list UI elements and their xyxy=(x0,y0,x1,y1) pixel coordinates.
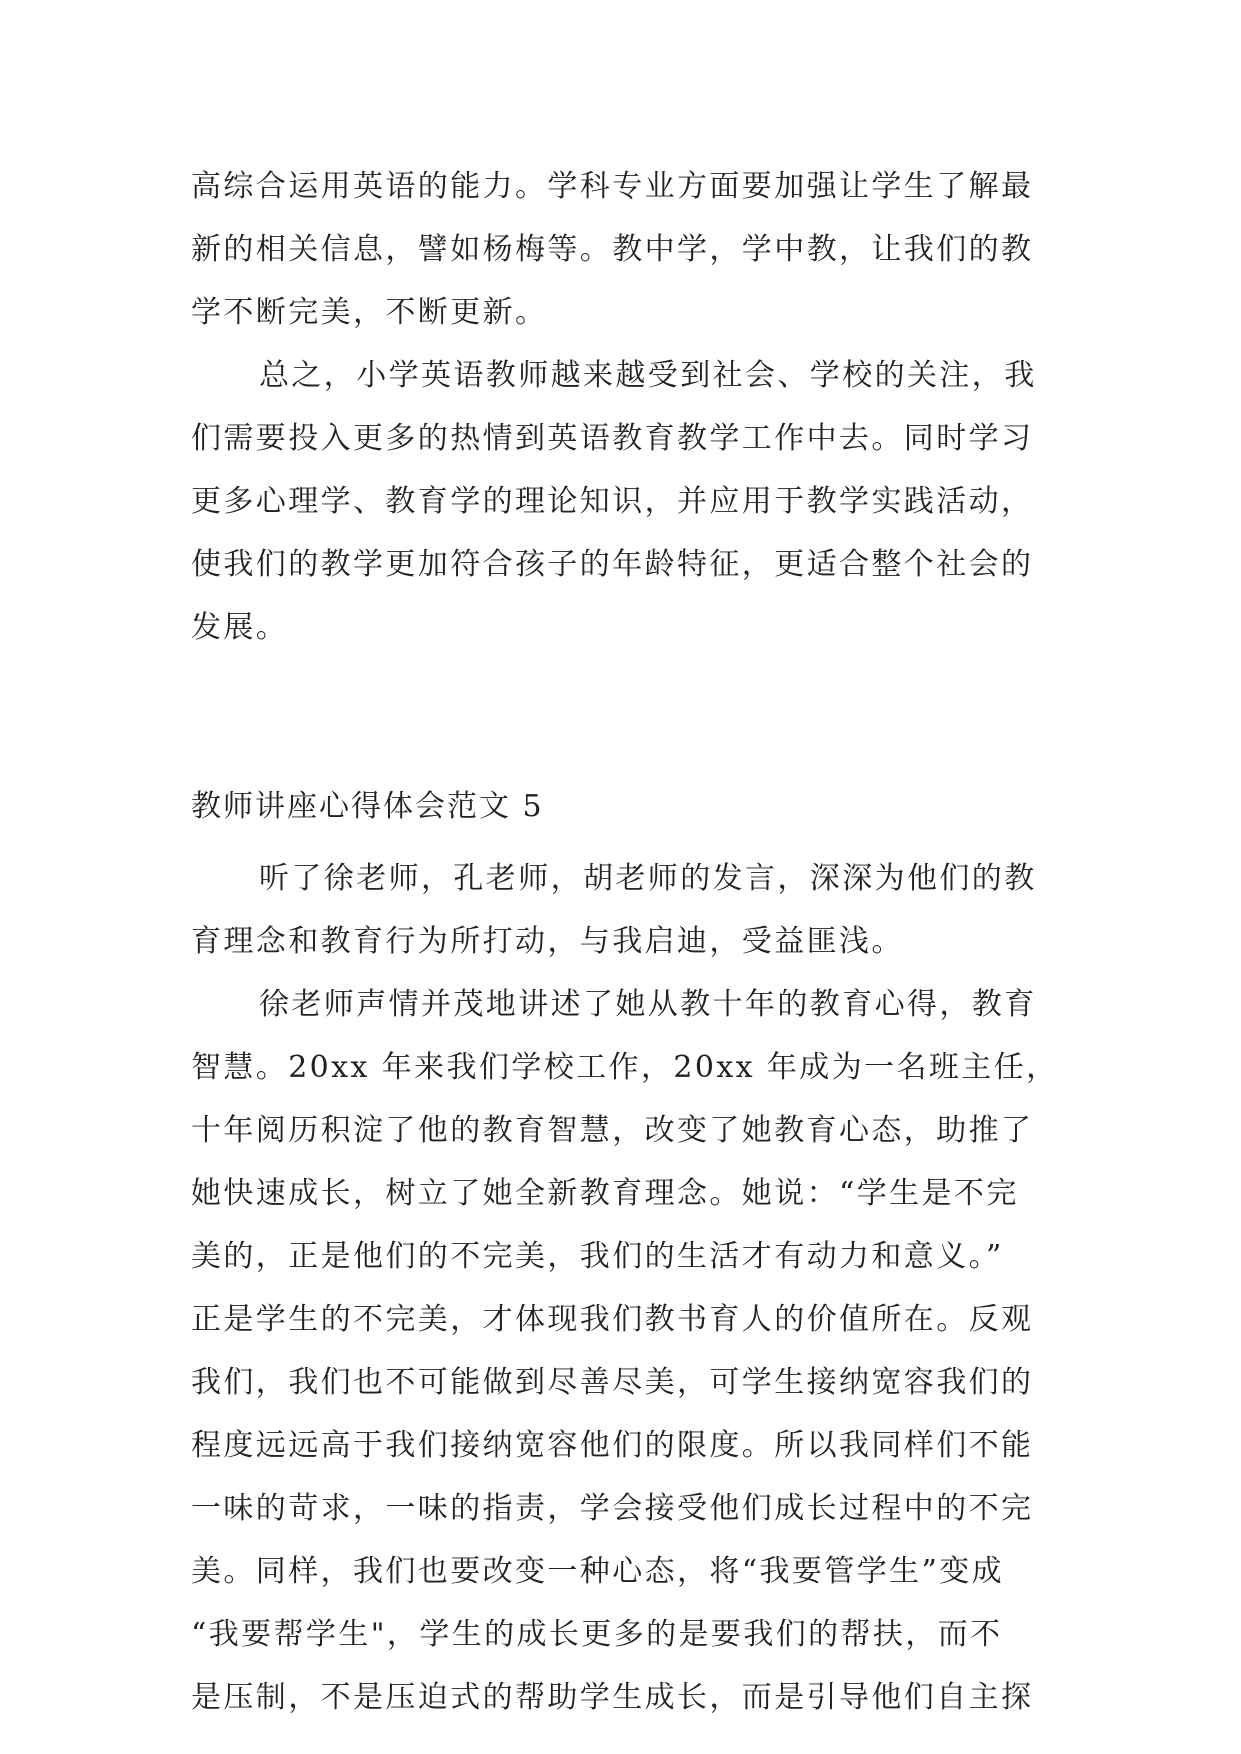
paragraph-line: 使我们的教学更加符合孩子的年龄特征，更适合整个社会的 xyxy=(191,547,1034,582)
paragraph-line: 是压制，不是压迫式的帮助学生成长，而是引导他们自主探 xyxy=(191,1680,1034,1715)
paragraph-conclusion xyxy=(191,344,1051,659)
paragraph-line: 高综合运用英语的能力。学科专业方面要加强让学生了解最 xyxy=(191,169,1034,204)
paragraph-english-ability xyxy=(191,155,1051,344)
paragraph-line: 新的相关信息，譬如杨梅等。教中学，学中教，让我们的教 xyxy=(191,232,1034,267)
paragraph-line: 学不断完美，不断更新。 xyxy=(191,295,548,330)
paragraph-line: 徐老师声情并茂地讲述了她从教十年的教育心得，教育 xyxy=(259,987,1037,1022)
paragraph-teacher-xu xyxy=(191,973,1059,1729)
paragraph-line: 我们，我们也不可能做到尽善尽美，可学生接纳宽容我们的 xyxy=(191,1365,1034,1400)
section-spacer xyxy=(191,659,1051,767)
paragraph-line: 更多心理学、教育学的理论知识，并应用于教学实践活动， xyxy=(191,484,1034,519)
paragraph-line: 正是学生的不完美，才体现我们教书育人的价值所在。反观 xyxy=(191,1302,1034,1337)
paragraph-line: 们需要投入更多的热情到英语教育教学工作中去。同时学习 xyxy=(191,421,1034,456)
paragraph-line: 她快速成长，树立了她全新教育理念。她说：“学生是不完 xyxy=(191,1176,1019,1211)
paragraph-line: 发展。 xyxy=(191,610,289,645)
paragraph-line: 美。同样，我们也要改变一种心态，将“我要管学生”变成 xyxy=(191,1554,1005,1589)
paragraph-line: 十年阅历积淀了他的教育智慧，改变了她教育心态，助推了 xyxy=(191,1113,1034,1148)
paragraph-line: “我要帮学生"，学生的成长更多的是要我们的帮扶，而不 xyxy=(191,1617,1003,1652)
paragraph-line: 智慧。20xx 年来我们学校工作，20xx 年成为一名班主任， xyxy=(191,1050,1059,1085)
paragraph-line: 美的，正是他们的不完美，我们的生活才有动力和意义。” xyxy=(191,1239,1004,1274)
paragraph-line: 一味的苛求，一味的指责，学会接受他们成长过程中的不完 xyxy=(191,1491,1034,1526)
document-body xyxy=(191,155,1059,1729)
paragraph-line: 听了徐老师，孔老师，胡老师的发言，深深为他们的教 xyxy=(259,861,1037,896)
section-heading: 教师讲座心得体会范文 5 xyxy=(191,789,544,824)
paragraph-listening xyxy=(191,847,1051,973)
paragraph-line: 育理念和教育行为所打动，与我启迪，受益匪浅。 xyxy=(191,924,904,959)
paragraph-line: 总之，小学英语教师越来越受到社会、学校的关注，我 xyxy=(259,358,1037,393)
paragraph-line: 程度远远高于我们接纳宽容他们的限度。所以我同样们不能 xyxy=(191,1428,1034,1463)
